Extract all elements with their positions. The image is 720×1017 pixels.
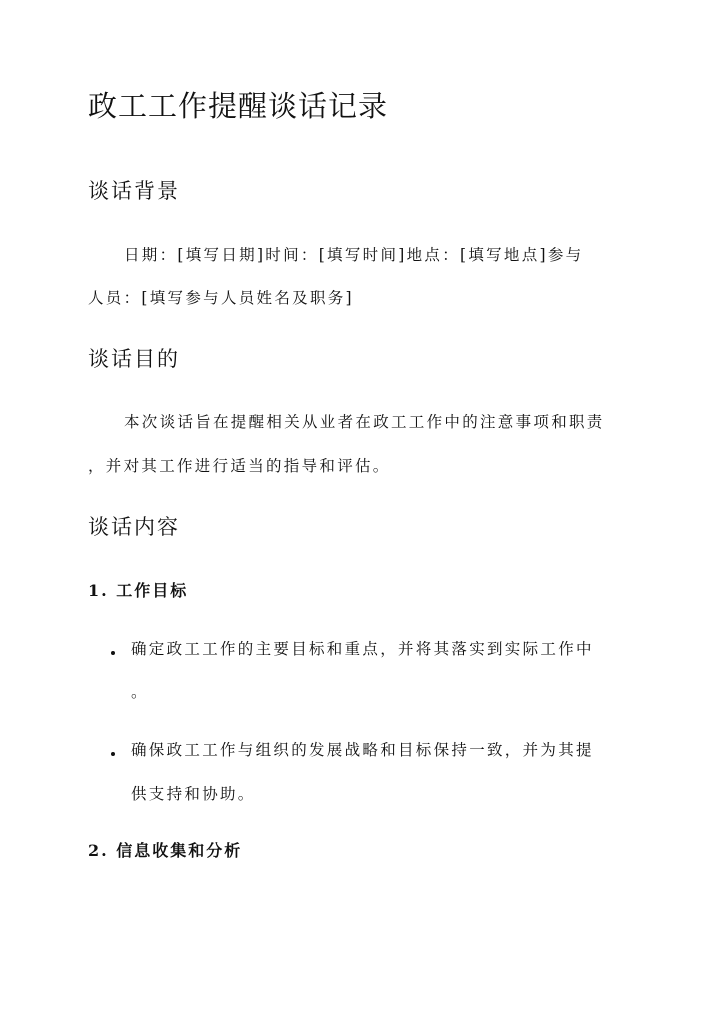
content-item-1-bullet-2-line-1: 确保政工工作与组织的发展战略和目标保持一致，并为其提 [131, 741, 594, 759]
purpose-paragraph-line-1: 本次谈话旨在提醒相关从业者在政工工作中的注意事项和职责 [124, 413, 605, 431]
content-item-1-bullet-2-line-2: 供支持和协助。 [131, 785, 256, 803]
bullet-dot-icon [111, 651, 115, 655]
content-item-1-label: 1. 工作目标 [88, 581, 189, 600]
section-heading-purpose: 谈话目的 [88, 347, 180, 371]
bullet-dot-icon [111, 752, 115, 756]
background-paragraph-line-1: 日期：[填写日期]时间：[填写时间]地点：[填写地点]参与 [124, 246, 584, 264]
purpose-paragraph-line-2: ，并对其工作进行适当的指导和评估。 [88, 457, 391, 475]
section-heading-background: 谈话背景 [88, 179, 180, 203]
content-item-2-label: 2. 信息收集和分析 [88, 841, 243, 860]
content-item-1-bullet-1-line-2: 。 [131, 683, 149, 701]
section-heading-content: 谈话内容 [88, 515, 180, 539]
document-title: 政工工作提醒谈话记录 [88, 89, 389, 123]
background-paragraph-line-2: 人员：[填写参与人员姓名及职务] [88, 289, 354, 307]
content-item-1-bullet-1-line-1: 确定政工工作的主要目标和重点，并将其落实到实际工作中 [131, 640, 594, 658]
